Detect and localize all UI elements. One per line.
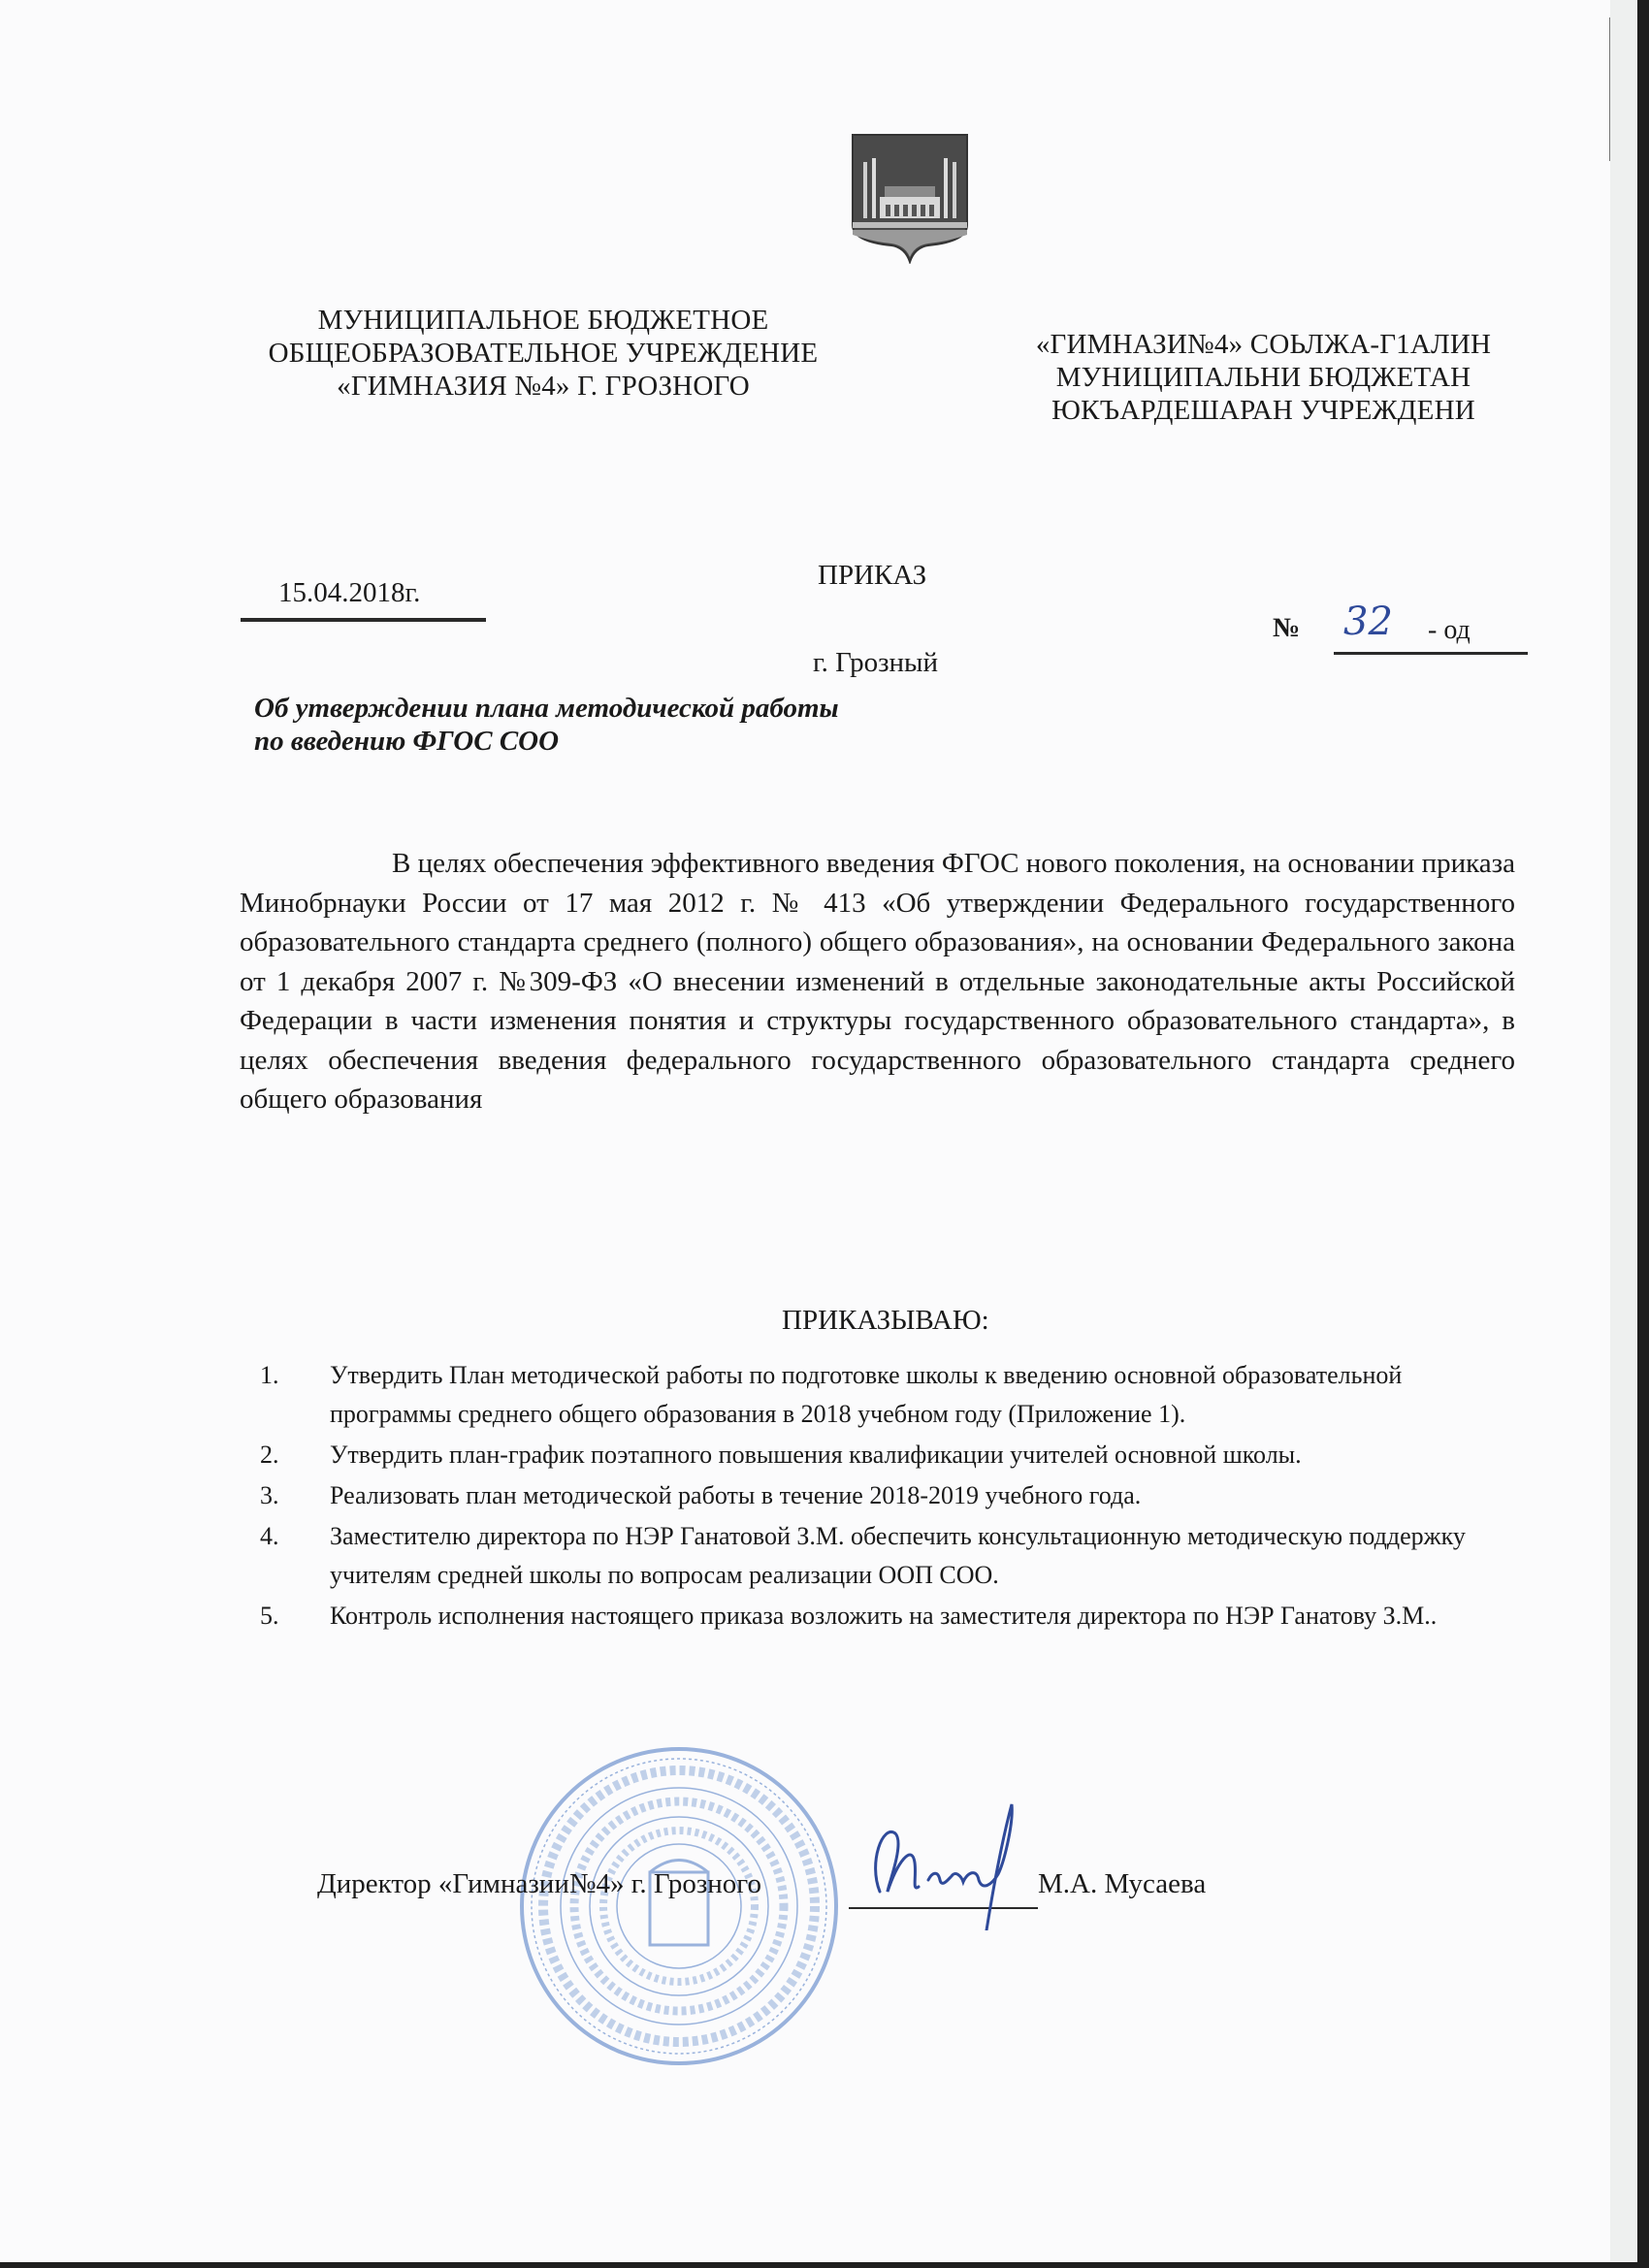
item-number: 4.	[260, 1522, 279, 1550]
order-title: ПРИКАЗ	[818, 560, 927, 591]
subject-line: Об утверждении плана методической работы	[254, 693, 839, 724]
handwritten-signature-icon	[858, 1795, 1048, 1930]
list-item	[260, 1597, 1511, 1636]
header-institution-ru	[233, 304, 854, 403]
signatory-position: Директор «Гимназии№4» г. Грозного	[317, 1868, 761, 1899]
header-right-line: МУНИЦИПАЛЬНИ БЮДЖЕТАН	[1055, 362, 1471, 393]
order-number-value: 32	[1343, 599, 1393, 644]
item-number: 1.	[260, 1361, 279, 1389]
list-item	[260, 1436, 1511, 1474]
decree-items-list	[260, 1356, 1511, 1637]
scan-edge	[1610, 0, 1637, 2262]
item-text: Утвердить План методической работы по подготовке школы к введению основной образовательной программы среднего общего образования в 2018 учебном году (Приложение 1).	[330, 1361, 1403, 1428]
item-text: Реализовать план методической работы в течение 2018-2019 учебного года.	[330, 1481, 1142, 1509]
official-round-seal-icon	[514, 1741, 844, 2071]
header-institution-ce	[985, 328, 1542, 427]
header-left-line: ОБЩЕОБРАЗОВАТЕЛЬНОЕ УЧРЕЖДЕНИЕ	[268, 338, 819, 369]
item-text: Утвердить план-график поэтапного повышения квалификации учителей основной школы.	[330, 1441, 1302, 1469]
list-item	[260, 1476, 1511, 1515]
header-left-line: «ГИМНАЗИЯ №4» Г. ГРОЗНОГО	[337, 371, 750, 402]
item-number: 3.	[260, 1481, 279, 1509]
list-item	[260, 1356, 1511, 1434]
order-subject	[254, 692, 839, 758]
item-text: Заместителю директора по НЭР Ганатовой З.М. обеспечить консультационную методическую поддержку учителям средней школы по вопросам реализации ООП СОО.	[330, 1522, 1466, 1589]
item-text: Контроль исполнения настоящего приказа возложить на заместителя директора по НЭР Ганатову З.М..	[330, 1602, 1438, 1630]
order-number-label: №	[1273, 613, 1301, 643]
decree-heading: ПРИКАЗЫВАЮ:	[782, 1305, 989, 1336]
subject-line: по введению ФГОС СОО	[254, 726, 560, 757]
scan-artifact	[1609, 17, 1610, 161]
order-date: 15.04.2018г.	[278, 577, 421, 608]
order-city: г. Грозный	[813, 647, 939, 678]
header-left-line: МУНИЦИПАЛЬНОЕ БЮДЖЕТНОЕ	[317, 305, 769, 336]
preamble-paragraph	[240, 844, 1515, 1119]
item-number: 2.	[260, 1441, 279, 1469]
order-number-suffix: - од	[1428, 615, 1471, 645]
date-underline	[241, 618, 486, 622]
header-right-line: «ГИМНАЗИ№4» СОЬЛЖА-Г1АЛИН	[1035, 329, 1492, 360]
preamble-text: В целях обеспечения эффективного введения ФГОС нового поколения, на основании приказа Минобрнауки России от 17 мая 2012 г. № 413 «Об утверждении Федерального государственного образовательного стандарта среднего (полного) общего образования», на основании Федерального закона от 1 декабря 2007 г. №309-ФЗ «О внесении изменений в отдельные законодательные акты Российской Федерации в части изменения понятия и структуры государственного образовательного стандарта», в целях обеспечения введения федерального государственного образовательного стандарта среднего общего образования	[240, 848, 1515, 1115]
number-underline	[1334, 652, 1528, 655]
list-item	[260, 1517, 1511, 1595]
item-number: 5.	[260, 1602, 279, 1630]
header-right-line: ЮКЪАРДЕШАРАН УЧРЕЖДЕНИ	[1051, 395, 1475, 426]
signatory-name: М.А. Мусаева	[1038, 1868, 1207, 1899]
city-coat-of-arms-icon	[851, 133, 969, 264]
